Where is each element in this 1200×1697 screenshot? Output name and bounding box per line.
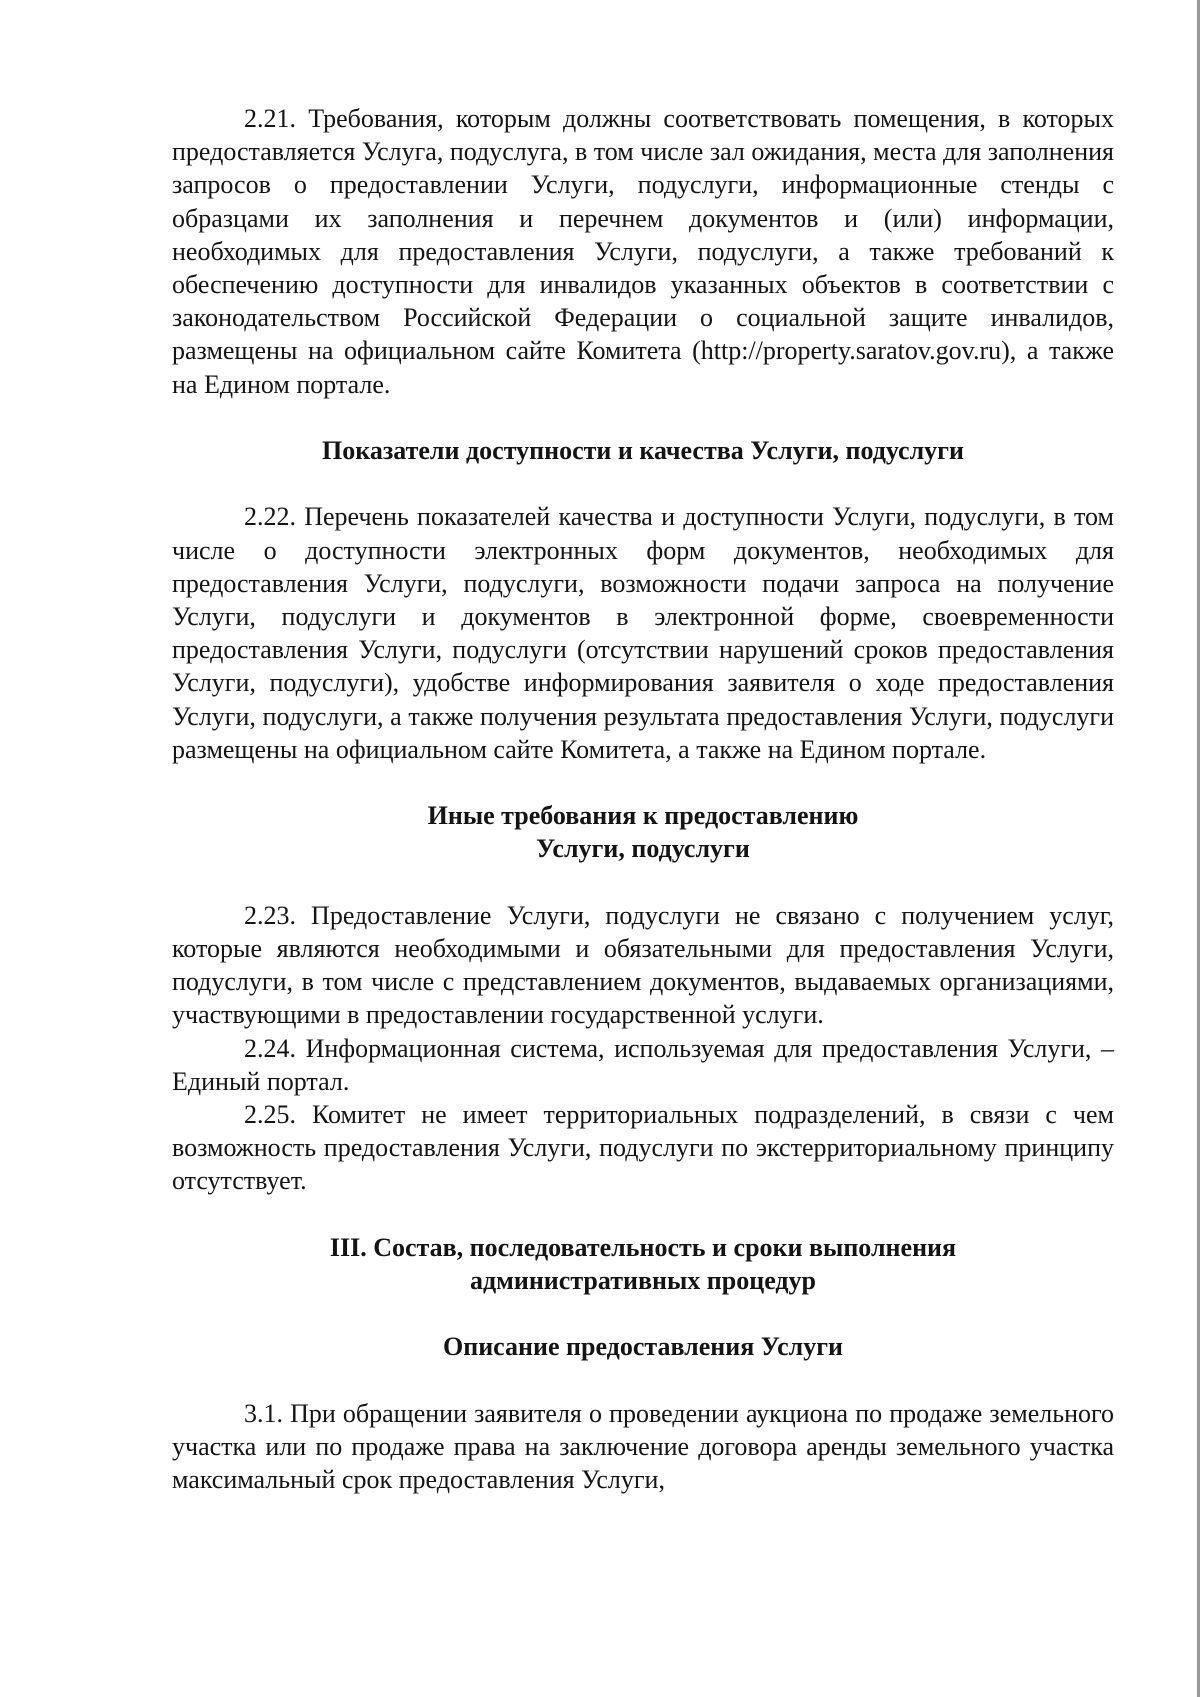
heading-other-requirements-line-2: Услуги, подуслуги (536, 834, 750, 864)
heading-section-3-line-1: III. Состав, последовательность и сроки выполнения (329, 1232, 957, 1262)
spacer (172, 866, 1114, 899)
heading-quality-indicators: Показатели доступности и качества Услуги, подуслуги (322, 436, 964, 466)
heading-other-requirements (172, 799, 1114, 865)
heading-service-description: Описание предоставления Услуги (442, 1332, 843, 1362)
spacer (172, 401, 1114, 434)
document-body (172, 102, 1114, 1496)
heading-section-3-line-2: административных процедур (469, 1266, 817, 1296)
paragraph-3-1: 3.1. При обращении заявителя о проведении аукциона по продаже земельного участка или по продаже права на заключение договора аренды земельного участка максимальный срок предоставления Услуги, (172, 1398, 1114, 1495)
spacer (172, 1297, 1114, 1330)
paragraph-2-24: 2.24. Информационная система, используемая для предоставления Услуги, – Единый портал. (172, 1033, 1114, 1096)
paragraph-2-25: 2.25. Комитет не имеет территориальных подразделений, в связи с чем возможность предоставления Услуги, подуслуги по экстерриториальному принципу отсутствует. (172, 1100, 1114, 1196)
paragraph-2-22: 2.22. Перечень показателей качества и доступности Услуги, подуслуги, в том числе о доступности электронных форм документов, необходимых для предоставления Услуги, подуслуги, возможности подачи запроса на получение Услуги, подуслуги и документов в электронной форме, своевременности предоставления Услуги, подуслуги (отсутствии нарушений сроков предоставления Услуги, подуслуги), удобстве информирования заявителя о ходе предоставления Услуги, подуслуги, а также получения результата предоставления Услуги, подуслуги размещены на официальном сайте Комитета, а также на Едином портале. (172, 502, 1114, 764)
paragraph-2-23: 2.23. Предоставление Услуги, подуслуги не связано с получением услуг, которые являются необходимыми и обязательными для предоставления Услуги, подуслуги, в том числе с представлением документов, выдаваемых организациями, участвующими в предоставлении государственной услуги. (172, 900, 1114, 1030)
paragraph-2-21: 2.21. Требования, которым должны соответствовать помещения, в которых предоставляется Услуга, подуслуга, в том числе зал ожидания, места для заполнения запросов о предоставлении Услуги, подуслуги, информационные стенды с образцами их заполнения и перечнем документов и (или) информации, необходимых для предоставления Услуги, подуслуги, а также требований к обеспечению доступности для инвалидов указанных объектов в соответствии с законодательством Российской Федерации о социальной защите инвалидов, размещены на официальном сайте Комитета (http://property.saratov.gov.ru), а также на Едином портале. (172, 104, 1114, 399)
spacer (172, 1198, 1114, 1231)
spacer (172, 766, 1114, 799)
heading-section-3 (172, 1231, 1114, 1297)
spacer (172, 1364, 1114, 1397)
heading-other-requirements-line-1: Иные требования к предоставлению (427, 801, 859, 831)
spacer (172, 467, 1114, 500)
